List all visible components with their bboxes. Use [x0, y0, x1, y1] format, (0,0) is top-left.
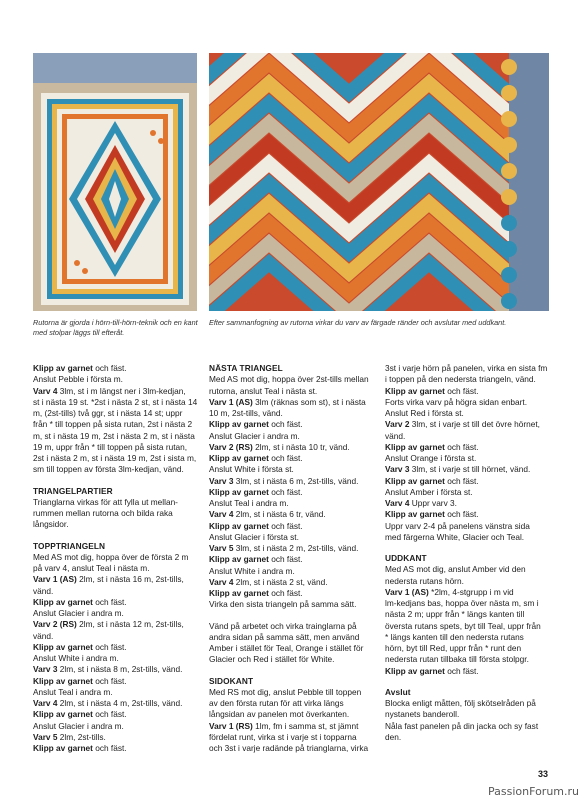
text-line [209, 431, 375, 442]
text-line [385, 374, 551, 385]
text-line [209, 654, 375, 665]
text-run: Med AS mot dig, hoppa över 2st-tills mellan [209, 374, 369, 385]
text-line [385, 576, 551, 587]
text-line [209, 543, 375, 554]
text-run: Anslut Teal i andra m. [33, 686, 113, 697]
text-line [209, 621, 375, 632]
text-run: och fäst. [268, 520, 303, 531]
text-line [33, 586, 199, 597]
text-run: Anslut Glacier i andra m. [33, 720, 124, 731]
bold-run: Varv 5 [209, 543, 234, 553]
text-line [385, 643, 551, 654]
text-run: 1lm, fm i samma st, st jämnt [252, 720, 359, 731]
text-run: Med AS mot dig, anslut Amber vid den [385, 564, 526, 575]
text-run: långsidan av panelen mot överkanten. [209, 709, 350, 720]
text-line [33, 552, 199, 563]
text-run: långsidor. [33, 519, 69, 530]
text-line [385, 654, 551, 665]
bold-run: Varv 4 [33, 385, 58, 396]
text-line [385, 487, 551, 498]
text-line [209, 464, 375, 475]
text-line [385, 509, 551, 520]
text-line [385, 709, 551, 720]
bold-run: Varv 2 (RS) [209, 441, 253, 452]
photo-caption-right: Efter sammanfogning av rutorna virkar du varv av färgade ränder och avslutar med uddkant. [209, 318, 507, 327]
text-line [385, 476, 551, 487]
text-line [33, 453, 199, 464]
text-line [385, 386, 551, 397]
text-run: 10 m, 2st-tills, vänd. [209, 408, 283, 418]
text-run: andra sidan på samma sätt, men använd [209, 631, 360, 642]
text-run: Glacier och Red i stället för White. [209, 654, 335, 665]
text-run: och fäst. [268, 554, 303, 565]
paragraph-spacer [209, 666, 375, 676]
text-run: Med AS mot dig, hoppa över de första 2 m [33, 551, 189, 562]
text-line [385, 419, 551, 430]
bold-run: Varv 1 (AS) [385, 586, 429, 597]
section-heading: TOPPTRIANGELN [33, 540, 106, 551]
text-run: 3lm, st i nästa 2 m, 2st-tills, vänd. [233, 543, 359, 553]
bold-run: Klipp av garnet [209, 486, 269, 497]
text-run: och fäst. [444, 441, 479, 452]
text-line [385, 408, 551, 419]
bold-run: Varv 3 [209, 475, 234, 486]
text-line [385, 698, 551, 709]
text-line [209, 709, 375, 720]
text-run: rutorna, anslut Teal i nästa st. [209, 385, 318, 396]
text-run: Uppr varv 2-4 på panelens vänstra sida [385, 520, 530, 531]
text-run: lm-kedjans bas, hoppa över nästa m, sm i [385, 598, 539, 608]
text-run: och fäst. [268, 486, 303, 497]
text-run: och fäst. [92, 641, 127, 652]
text-line [33, 363, 199, 374]
bold-run: Varv 1 (AS) [209, 396, 253, 407]
text-line [209, 743, 375, 754]
text-line [33, 676, 199, 687]
bold-run: Klipp av garnet [385, 509, 445, 520]
text-run: Vänd på arbetet och virka trainglarna på [209, 620, 357, 631]
bold-run: Klipp av garnet [385, 385, 445, 396]
bold-run: Klipp av garnet [209, 554, 269, 565]
text-run: vänd. [385, 430, 406, 441]
photo-right [209, 53, 549, 311]
bold-run: Varv 1 (AS) [33, 574, 77, 585]
text-line [209, 386, 375, 397]
text-run: och fäst. [92, 743, 127, 753]
text-line [209, 643, 375, 654]
text-run: och fäst. [92, 675, 127, 686]
text-run: vänd. [33, 585, 54, 596]
text-line [33, 743, 199, 754]
text-line [33, 619, 199, 630]
text-run: och fäst. [268, 588, 303, 598]
text-run: Trianglarna virkas för att fylla ut mellan- [33, 496, 178, 507]
text-run: nedersta rutans hörn. [385, 575, 464, 586]
text-line [385, 442, 551, 453]
text-line [385, 431, 551, 442]
text-line [385, 598, 551, 609]
bold-run: Klipp av garnet [33, 596, 93, 607]
text-line [385, 564, 551, 575]
bold-run: Klipp av garnet [385, 665, 445, 676]
text-line [33, 374, 199, 385]
section-heading: TRIANGELPARTIER [33, 485, 113, 496]
photo-caption-left: Rutorna är gjorda i hörn-till-hörn-teknik och en kant med stolpar läggs till efteråt. [33, 318, 198, 337]
text-line [33, 608, 199, 619]
text-run: 2st i nästa 2 m, st i nästa 19 m, 2st i sista m, [33, 453, 197, 463]
text-run: den. [385, 731, 402, 742]
text-run: Anslut White i andra m. [33, 653, 119, 663]
paragraph-spacer [209, 611, 375, 621]
text-run: Anslut Red i första st. [385, 408, 464, 418]
section-heading: Avslut [385, 686, 411, 697]
text-run: och fäst. [92, 709, 127, 720]
bold-run: Klipp av garnet [33, 641, 93, 652]
text-line [385, 464, 551, 475]
text-run: 3st i varje hörn på panelen, virka en sista fm [385, 363, 548, 373]
text-run: * längs kanten till den nedersta rutans [385, 631, 524, 642]
text-run: och fäst. [444, 665, 479, 676]
text-line [385, 532, 551, 543]
text-line [209, 408, 375, 419]
text-run: och fäst. [444, 385, 479, 396]
text-line [385, 363, 551, 374]
text-run: Anslut Glacier i första st. [209, 531, 299, 542]
text-run: rummen mellan rutorna och bilda raka [33, 508, 173, 518]
bold-run: Klipp av garnet [385, 441, 445, 452]
text-run: från * till toppen på sista rutan, 2st i nästa 2 [33, 419, 193, 430]
text-run: 2lm, st i nästa 2 st, vänd. [233, 576, 328, 587]
text-line [209, 698, 375, 709]
text-run: 3lm, st i varje st till det övre hörnet, [409, 419, 540, 430]
text-run: i toppen på den nedersta triangeln, vänd. [385, 374, 536, 385]
text-run: och fäst. [92, 596, 127, 607]
bold-run: Varv 3 [33, 664, 58, 675]
bold-run: Varv 4 [385, 498, 410, 508]
bold-run: Klipp av garnet [33, 363, 93, 373]
text-line [33, 642, 199, 653]
text-run: Blocka enligt måtten, följ skötselråden på [385, 698, 536, 708]
text-line [385, 521, 551, 532]
text-line [209, 509, 375, 520]
text-run: 3lm, st i varje st till hörnet, vänd. [409, 464, 531, 475]
photo-left [33, 53, 197, 311]
paragraph-spacer [33, 476, 199, 486]
text-run: på varv 4, anslut Teal i nästa m. [33, 563, 150, 573]
text-line [33, 563, 199, 574]
text-line [209, 588, 375, 599]
text-run: 3lm, st i nästa 6 m, 2st-tills, vänd. [233, 475, 359, 486]
paragraph-spacer [385, 543, 551, 553]
bold-run: Klipp av garnet [33, 675, 93, 686]
text-line [385, 453, 551, 464]
text-column-3 [385, 363, 551, 743]
text-line [209, 721, 375, 732]
section-heading: SIDOKANT [209, 675, 254, 686]
text-line [209, 566, 375, 577]
text-line [385, 721, 551, 732]
text-line [33, 442, 199, 453]
text-line [385, 397, 551, 408]
bold-run: Varv 2 [385, 419, 410, 430]
text-line [385, 621, 551, 632]
text-line [385, 632, 551, 643]
text-run: Amber i stället för Teal, Orange i stället för [209, 643, 364, 653]
text-line [209, 374, 375, 385]
text-line [33, 687, 199, 698]
text-line [33, 519, 199, 530]
text-column-1 [33, 363, 199, 754]
text-line [209, 476, 375, 487]
text-run: 2lm, st i nästa 12 m, 2st-tills, [76, 619, 184, 630]
text-line [33, 597, 199, 608]
text-line [33, 508, 199, 519]
text-run: Forts virka varv på högra sidan enbart. [385, 396, 528, 407]
text-line [209, 453, 375, 464]
text-run: m, st i nästa 19 m, 2st i nästa 2 m, st i nästa [33, 430, 195, 441]
text-line [209, 577, 375, 588]
text-run: Anslut Teal i andra m. [209, 498, 289, 508]
text-line [385, 587, 551, 598]
text-run: 2lm, st i nästa 16 m, 2st-tills, [76, 574, 184, 585]
bold-run: Klipp av garnet [385, 475, 445, 486]
text-column-2 [209, 363, 375, 754]
text-run: och fäst. [268, 453, 303, 463]
text-line [33, 709, 199, 720]
text-run: sm till toppen av första 3lm-kedjan, vänd. [33, 464, 184, 475]
text-run: Anslut Orange i första st. [385, 453, 477, 463]
text-run: nystanets banderoll. [385, 709, 460, 720]
text-line [33, 397, 199, 408]
text-run: och fäst. [444, 509, 479, 520]
section-heading: UDDKANT [385, 553, 427, 563]
text-line [209, 419, 375, 430]
bold-run: Varv 4 [209, 509, 234, 520]
text-run: av den första rutan för att virka längs [209, 698, 344, 708]
text-line [209, 599, 375, 610]
text-line [209, 532, 375, 543]
text-run: Anslut Glacier i andra m. [33, 608, 124, 618]
text-line [209, 487, 375, 498]
bold-run: Varv 5 [33, 731, 58, 742]
bold-run: Klipp av garnet [209, 520, 269, 531]
text-line [33, 419, 199, 430]
text-run: *2lm, 4-stgrupp i m vid [428, 586, 514, 597]
text-run: 3lm (räknas som st), st i nästa [252, 396, 366, 407]
text-line [209, 498, 375, 509]
bold-run: Klipp av garnet [33, 709, 93, 720]
text-run: 19 m, uppr från * till toppen på sista rutan, [33, 441, 188, 452]
text-line [33, 698, 199, 709]
text-line [33, 732, 199, 743]
text-run: översta rutans spets, byt till Teal, uppr från [385, 620, 541, 631]
text-run: nästa 2 m; uppr från * längs kanten till [385, 609, 525, 620]
text-run: Nåla fast panelen på din jacka och sy fast [385, 720, 539, 731]
text-run: och fäst. [444, 475, 479, 486]
bold-run: Varv 2 (RS) [33, 619, 77, 630]
text-run: st i nästa 19 st. *2st i nästa 2 st, st i nästa 14 [33, 396, 198, 407]
text-run: och fäst. [268, 419, 303, 430]
text-line [209, 521, 375, 532]
text-run: Anslut White i första st. [209, 464, 294, 475]
text-run: 2lm, st i nästa 10 tr, vänd. [252, 441, 350, 452]
text-line [209, 554, 375, 565]
text-line [33, 431, 199, 442]
bold-run: Varv 3 [385, 464, 410, 475]
text-line [385, 609, 551, 620]
text-run: och fäst. [92, 363, 127, 373]
text-line [209, 632, 375, 643]
bold-run: Klipp av garnet [209, 588, 269, 598]
text-line [209, 732, 375, 743]
text-run: 2lm, st i nästa 4 m, 2st-tills, vänd. [57, 698, 183, 708]
watermark: PassionForum.ru [488, 785, 579, 798]
text-run: och 3st i varje radände på trianglarna, virka [209, 743, 369, 753]
text-line [33, 464, 199, 475]
text-run: Med RS mot dig, anslut Pebble till toppen [209, 686, 362, 697]
text-run: Anslut White i andra m. [209, 565, 295, 576]
text-line [33, 664, 199, 675]
text-run: nedersta rutan tillbaka till första stolpgr. [385, 654, 529, 665]
text-run: vänd. [33, 630, 54, 641]
text-run: 2lm, st i nästa 8 m, 2st-tills, vänd. [57, 664, 183, 675]
text-run: fördelat runt, virka st i varje st i topparna [209, 731, 357, 742]
text-line [385, 666, 551, 677]
text-run: Uppr varv 3. [409, 498, 457, 508]
bold-run: Varv 1 (RS) [209, 720, 253, 731]
text-line [209, 687, 375, 698]
text-line [33, 653, 199, 664]
bold-run: Klipp av garnet [33, 743, 93, 753]
text-line [385, 732, 551, 743]
text-line [33, 386, 199, 397]
text-run: 2lm, 2st-tills. [57, 731, 106, 742]
text-run: med färgerna White, Glacier och Teal. [385, 531, 525, 542]
text-line [209, 397, 375, 408]
text-run: m, (2st-tills) två ggr, st i nästa 14 st; uppr [33, 408, 183, 418]
text-run: Anslut Glacier i andra m. [209, 430, 300, 441]
bold-run: Klipp av garnet [209, 419, 269, 430]
text-line [33, 721, 199, 732]
text-run: 2lm, st i nästa 6 tr, vänd. [233, 509, 326, 520]
page-number: 33 [538, 769, 549, 779]
paragraph-spacer [33, 531, 199, 541]
text-line [385, 498, 551, 509]
text-line [209, 442, 375, 453]
bold-run: Klipp av garnet [209, 453, 269, 463]
section-heading: NÄSTA TRIANGEL [209, 363, 283, 373]
text-line [33, 408, 199, 419]
text-run: Anslut Pebble i första m. [33, 374, 123, 385]
paragraph-spacer [385, 677, 551, 687]
bold-run: Varv 4 [33, 698, 58, 708]
text-run: 3lm, st i m längst ner i 3lm-kedjan, [57, 385, 186, 396]
text-run: hörn, byt till Red, uppr från * runt den [385, 643, 522, 653]
text-line [33, 497, 199, 508]
text-line [33, 631, 199, 642]
text-run: Anslut Amber i första st. [385, 486, 473, 497]
text-run: Virka den sista triangeln på samma sätt. [209, 599, 357, 610]
text-line [33, 574, 199, 585]
bold-run: Varv 4 [209, 576, 234, 587]
